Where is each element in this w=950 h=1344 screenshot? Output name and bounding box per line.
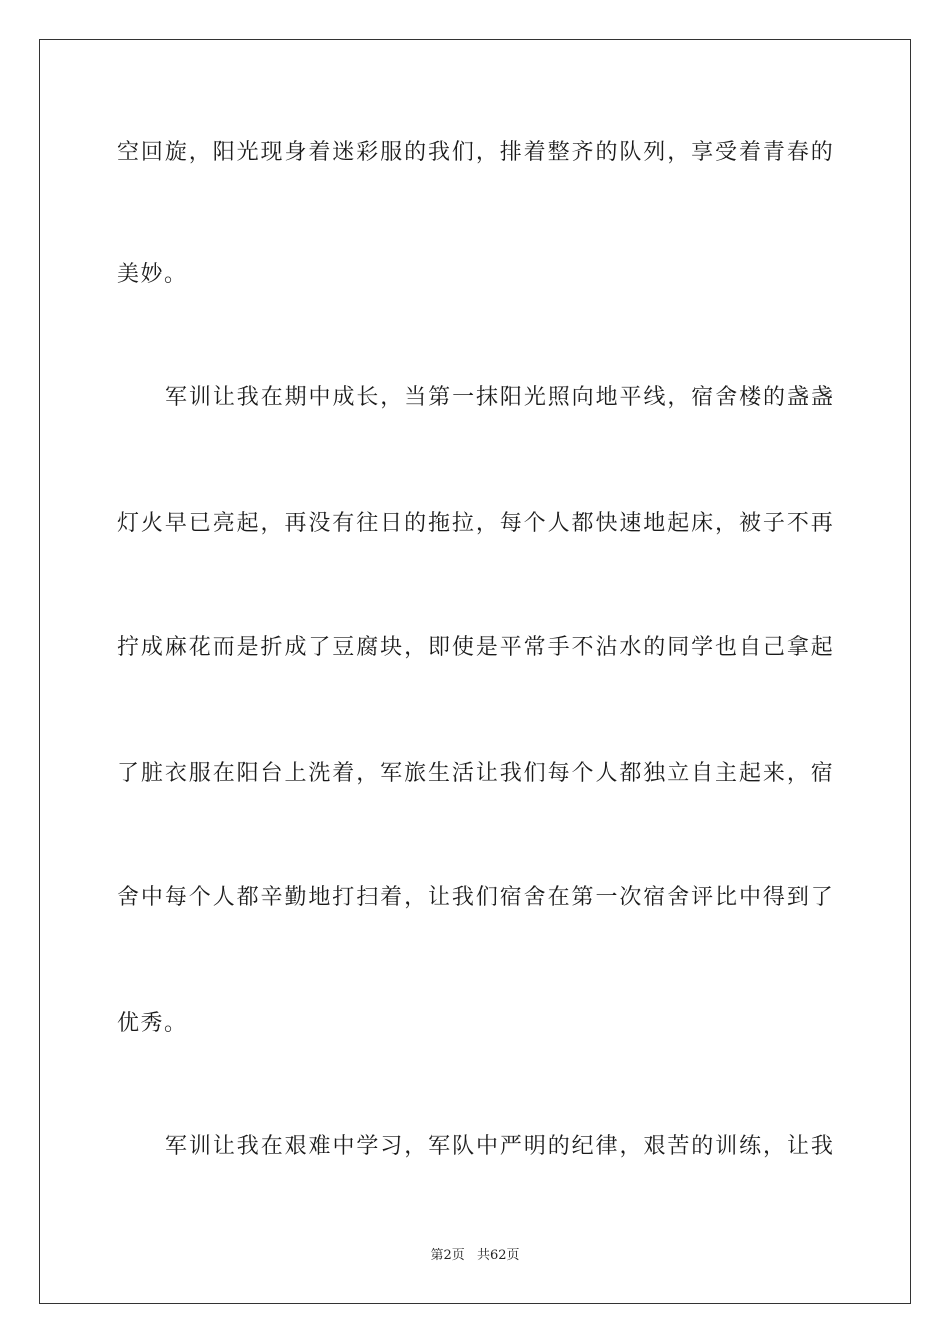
text-line-6: 了 脏 衣 服 在 阳 台 上 洗 着 ， 军 旅 生 活 让 我 们 每 个 人 都 独 立 自 主 起 来 ， 宿 <box>117 761 833 786</box>
page-border <box>39 39 911 1304</box>
text-line-1: 空 回 旋 ， 阳 光 现 身 着 迷 彩 服 的 我 们 ， 排 着 整 齐 的 队 列 ， 享 受 着 青 春 的 <box>117 140 833 165</box>
page-number: 第2页 <box>430 1248 465 1263</box>
text-line-5: 拧 成 麻 花 而 是 折 成 了 豆 腐 块 ， 即 使 是 平 常 手 不 沾 水 的 同 学 也 自 己 拿 起 <box>117 635 833 660</box>
text-line-9: 军 训 让 我 在 艰 难 中 学 习 ， 军 队 中 严 明 的 纪 律 ， 艰 苦 的 训 练 ， 让 我 <box>165 1134 833 1159</box>
text-line-2: 美妙。 <box>117 262 188 287</box>
text-line-3: 军 训 让 我 在 期 中 成 长 ， 当 第 一 抹 阳 光 照 向 地 平 线 ， 宿 舍 楼 的 盏 盏 <box>165 385 833 410</box>
text-line-8: 优秀。 <box>117 1011 188 1036</box>
page-total: 共62页 <box>476 1248 520 1263</box>
page-footer <box>0 1246 950 1266</box>
text-line-4: 灯 火 早 已 亮 起 ， 再 没 有 往 日 的 拖 拉 ， 每 个 人 都 快 速 地 起 床 ， 被 子 不 再 <box>117 511 833 536</box>
text-line-7: 舍 中 每 个 人 都 辛 勤 地 打 扫 着 ， 让 我 们 宿 舍 在 第 一 次 宿 舍 评 比 中 得 到 了 <box>117 885 833 910</box>
